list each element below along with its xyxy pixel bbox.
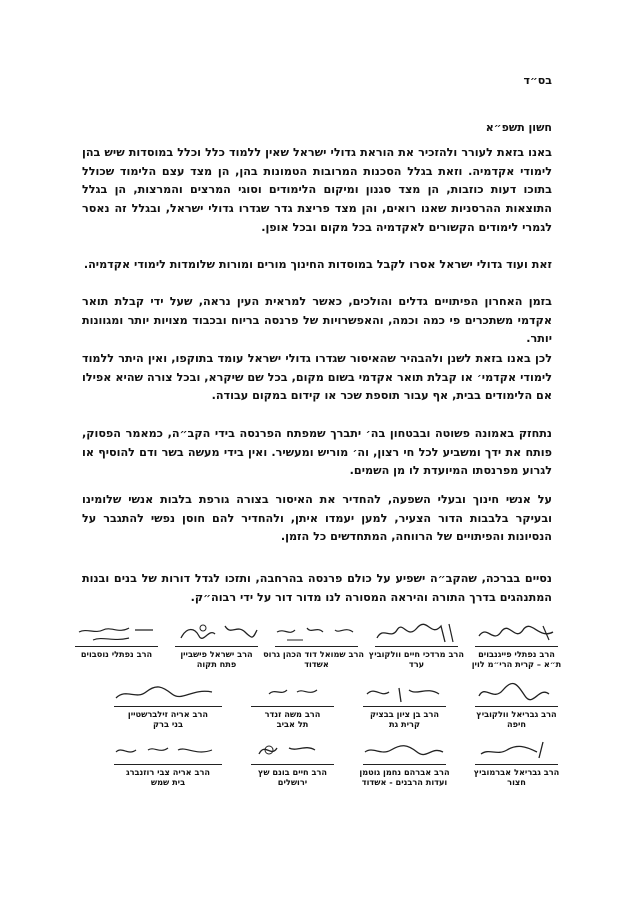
- handwritten-signature: [69, 618, 164, 646]
- signature-row-1: [70, 618, 564, 669]
- signature: הרב גבריאל וולקוביץ חיפה: [469, 678, 564, 729]
- signature: הרב ישראל פישביין פתח תקוה: [169, 618, 264, 669]
- signature: הרב חיים בונם שץ ירושלים: [245, 736, 340, 787]
- paragraph-5: נתחזק באמונה פשוטה ובבטחון בה׳ יתברך שמפתח הפרנסה בידי הקב״ה, כמאמר הפסוק, פותח את ידך ומשביע לכל חי רצון, וה׳ מוריש ומעשיר. ואין בידי מעשה בשר ודם להוסיף או לגרוע מפרנסתו המיועדת לו מן השמים.: [82, 427, 552, 478]
- handwritten-signature: [469, 618, 564, 646]
- handwritten-signature: [357, 678, 452, 706]
- signature-row-3: [70, 736, 564, 787]
- handwritten-signature: [245, 736, 340, 764]
- handwritten-signature: [245, 678, 340, 706]
- signatures-block: [70, 618, 564, 788]
- signature: הרב בן ציון בבציק קרית גת: [357, 678, 452, 729]
- paragraph-3: בזמן האחרון הפיתויים גדלים והולכים, כאשר למראית העין נראה, שעל ידי קבלת תואר אקדמי משתכרים פי כמה וכמה, והאפשרויות של פרנסה בריוח ובכבוד מצויות יותר ומגוונות יותר.: [82, 295, 552, 346]
- handwritten-signature: [269, 618, 364, 646]
- handwritten-signature: [108, 678, 228, 706]
- handwritten-signature: [369, 618, 464, 646]
- signature: הרב אריה זילברשטיין בני ברק: [108, 678, 228, 729]
- signature: הרב אריה צבי רוזנברג בית שמש: [108, 736, 228, 787]
- paragraph-6: על אנשי חינוך ובעלי השפעה, להחדיר את האיסור בצורה גורפת בלבות אנשי שלומינו ובעיקר בלבבות הדור הצעיר, למען יעמדו איתן, ולהחדיר להם חוסן נפשי להתגבר על הנסיונות והפיתויים של הרווחה, המתחדשים כל הזמן.: [82, 493, 552, 544]
- letter-date: חשון תשפ״א: [485, 121, 552, 134]
- handwritten-signature: [357, 736, 452, 764]
- signature: הרב משה זנדר תל אביב: [245, 678, 340, 729]
- paragraph-4: לכן באנו בזאת לשנן ולהבהיר שהאיסור שגדרו גדולי ישראל עומד בתוקפו, ואין היתר ללמוד לימודי אקדמי׳ או קבלת תואר אקדמי בשום מקום, בכל שם שיקרא, ובכל צורה שהיא אפילו אם הלימודים בבית, אף עבור תוספת שכר או קידום במקום עבודה.: [82, 352, 552, 403]
- signature: הרב נפתלי פייגנבוים ת״א – קרית הרי״מ לוין: [469, 618, 564, 669]
- handwritten-signature: [169, 618, 264, 646]
- paragraph-1: באנו בזאת לעורר ולהזכיר את הוראת גדולי ישראל שאין ללמוד כלל וכלל במוסדות שיש בהן לימודי אקדמיה. וזאת בגלל הסכנות המרובות הטמונות בהן, הן מצד עצם הלימוד שכולל בתוכו דעות כוזבות, הן מצד סגנון ומיקום הלימודים וסוגי המרצים והמרצות, הן בגלל התוצאות ההרסניות שאנו רואים, והן מצד פריצת גדר שגדרו גדולי ישראל, ובגלל זה נאסר לגמרי לימודים הקשורים לאקדמיה בכל מקום ובכל אופן.: [82, 146, 552, 234]
- handwritten-signature: [469, 736, 564, 764]
- paragraph-7: נסיים בברכה, שהקב״ה ישפיע על כולם פרנסה בהרחבה, ותזכו לגדל דורות של בנים ובנות המתנהגים בדרך התורה והיראה המסורה לנו מדור דור על ידי רבוה״ק.: [82, 572, 552, 604]
- signature: הרב גבריאל אברמוביץ חצור: [469, 736, 564, 787]
- signature: הרב נפתלי נוסבוים: [69, 618, 164, 659]
- signature: הרב אברהם נחמן גוטמן ועדות הרבנים - אשדוד: [357, 736, 452, 787]
- handwritten-signature: [469, 678, 564, 706]
- handwritten-signature: [108, 736, 228, 764]
- paragraph-2: זאת ועוד גדולי ישראל אסרו לקבל במוסדות החינוך מורים ומורות שלומדות לימודי אקדמיה.: [83, 258, 552, 271]
- signature-row-2: [70, 678, 564, 729]
- signature: הרב מרדכי חיים וולקוביץ ערד: [369, 618, 464, 669]
- signature: הרב שמואל דוד הכהן גרוס אשדוד: [269, 618, 364, 669]
- header-bsd: בס״ד: [523, 74, 552, 87]
